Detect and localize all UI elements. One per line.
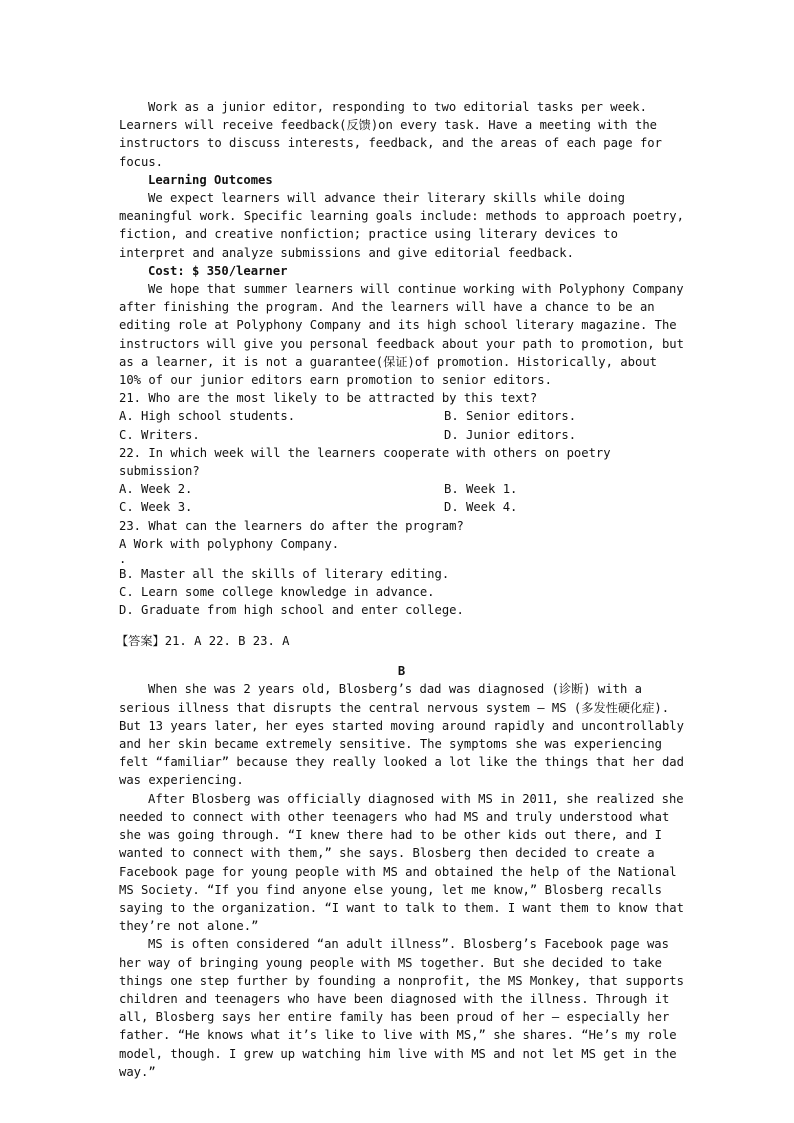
promotion-paragraph: We hope that summer learners will continue working with Polyphony Company after finishing the program. And the learners will have a chance to be an editing role at Polyphony Company and its high school literary magazine. The instructors will give you personal feedback about your path to promotion, but as a learner, it is not a guarantee(保证)of promotion. Historically, about 10% of our junior editors earn promotion to senior editors. [119,282,692,388]
cost-line: Cost: $ 350/learner [148,263,288,278]
question-21-options-row-1 [119,407,684,425]
question-23-stem: 23. What can the learners do after the program? [119,518,464,533]
question-22-options-row-1 [119,480,684,498]
q21-option-a: A. High school students. [119,409,296,424]
intro-paragraph: Work as a junior editor, responding to two editorial tasks per week. Learners will receive feedback(反馈)on every task. Have a meeting with the instructors to discuss interests, feedback, and the areas of each page for focus. [119,100,670,169]
q23-option-a: A Work with polyphony Company. [119,536,340,551]
q23-stray-dot: . [119,552,127,567]
q22-option-d: D. Week 4. [444,500,518,515]
q21-option-d: D. Junior editors. [444,427,577,442]
q22-option-b: B. Week 1. [444,482,518,497]
q22-option-c: C. Week 3. [119,500,193,515]
q23-option-c: C. Learn some college knowledge in advance. [119,585,435,600]
section-b-heading: B [397,664,406,679]
q21-option-b: B. Senior editors. [444,409,577,424]
q23-option-d: D. Graduate from high school and enter college. [119,603,464,618]
answer-line: 【答案】21. A 22. B 23. A [116,633,290,648]
learning-outcomes-heading: Learning Outcomes [148,172,273,187]
passage-b-paragraph-1: When she was 2 years old, Blosberg’s dad was diagnosed (诊断) with a serious illness that disrupts the central nervous system — MS (多发性硬化症). But 13 years later, her eyes started moving around rapidly and uncontrollably and her skin became extremely sensitive. The symptoms she was experiencing felt “familiar” because they really looked a lot like the things that her dad was experiencing. [119,682,692,788]
question-21-stem: 21. Who are the most likely to be attracted by this text? [119,391,538,406]
passage-b-paragraph-3: MS is often considered “an adult illness”. Blosberg’s Facebook page was her way of bringing young people with MS together. But she decided to take things one step further by founding a nonprofit, the MS Monkey, that supports children and teenagers who have been diagnosed with the illness. Through it all, Blosberg says her entire family has been proud of her — especially her father. “He knows what it’s like to live with MS,” she shares. “He’s my role model, though. I grew up watching him live with MS and not let MS get in the way.” [119,937,692,1079]
q23-option-b: B. Master all the skills of literary editing. [119,567,450,582]
question-21-options-row-2 [119,426,684,444]
question-22-options-row-2 [119,498,684,516]
passage-b-paragraph-2: After Blosberg was officially diagnosed with MS in 2011, she realized she needed to connect with other teenagers who had MS and truly understood what she was going through. “I knew there had to be other kids out there, and I wanted to connect with them,” she says. Blosberg then decided to create a Facebook page for young people with MS and obtained the help of the National MS Society. “If you find anyone else young, let me know,” Blosberg recalls saying to the organization. “I want to talk to them. I want them to know that they’re not alone.” [119,791,692,934]
document-page [116,98,692,1081]
q21-option-c: C. Writers. [119,427,200,442]
question-22-stem: 22. In which week will the learners cooperate with others on poetry submission? [119,445,618,479]
q22-option-a: A. Week 2. [119,482,193,497]
learning-outcomes-text: We expect learners will advance their literary skills while doing meaningful work. Specific learning goals include: methods to approach poetry, fiction, and creative nonfiction; practice using literary devices to interpret and analyze submissions and give editorial feedback. [119,191,692,260]
